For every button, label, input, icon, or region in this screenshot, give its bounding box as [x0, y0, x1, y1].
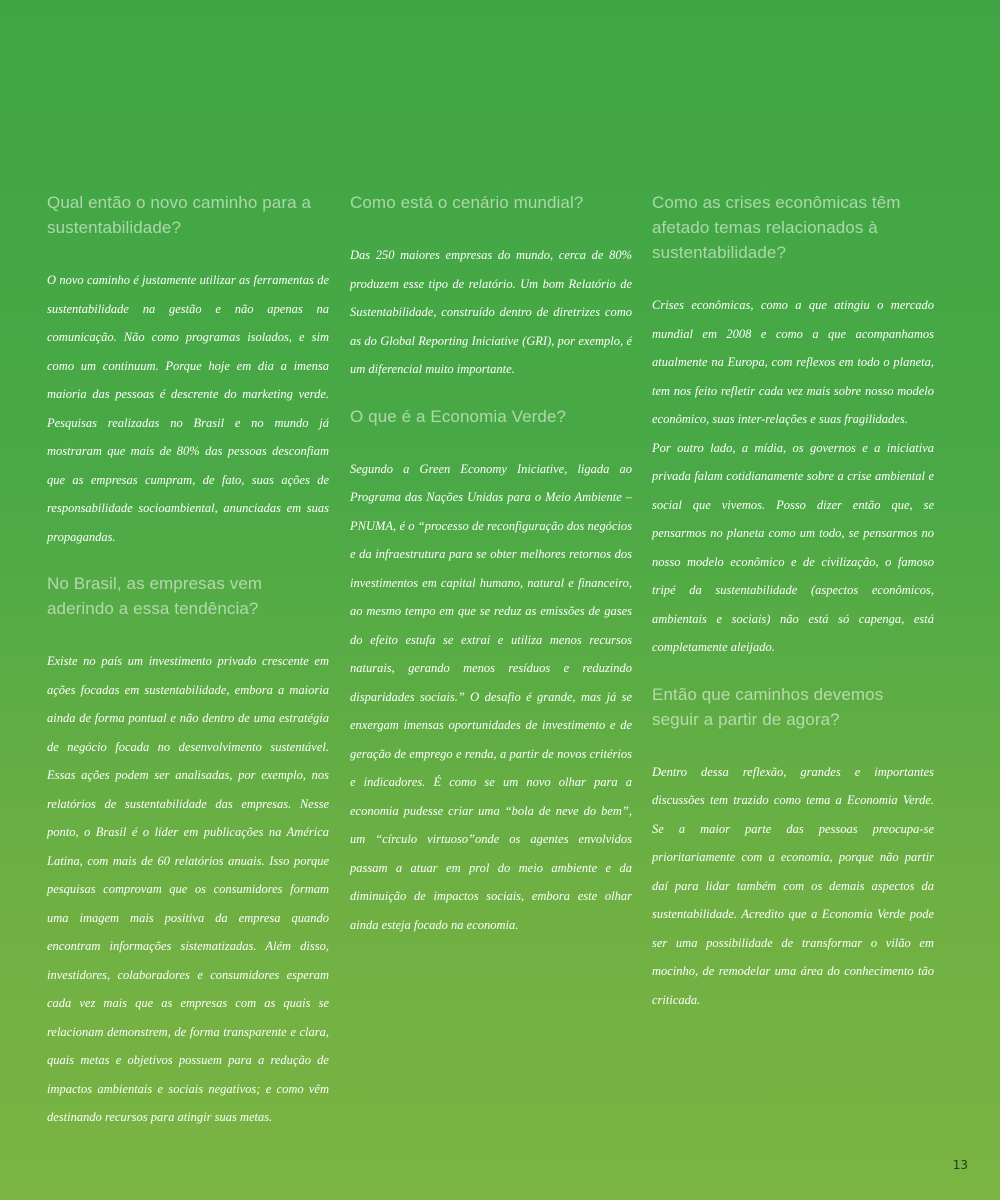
answer-economic-crises-part-1: Crises econômicas, como a que atingiu o mercado mundial em 2008 e como a que acompanhamos atualmente na Europa, com reflexos em todo o planeta, tem nos feito refletir cada vez mais sobre nosso modelo econômico, suas inter-relações e suas fragilidades.	[652, 298, 934, 426]
answer-green-economy: Segundo a Green Economy Iniciative, ligada ao Programa das Nações Unidas para o Meio Ambiente – PNUMA, é o “processo de reconfiguração dos negócios e da infraestrutura para se obter melhores retornos dos investimentos em capital humano, natural e financeiro, ao mesmo tempo em que se reduz as emissões de gases do efeito estufa se extrai e utiliza menos recursos naturais, gerando menos resíduos e reduzindo disparidades sociais.” O desafio é grande, mas já se enxergam imensas oportunidades de investimento e de geração de emprego e renda, a partir de novos critérios e indicadores. É como se um novo olhar para a economia pudesse criar uma “bola de neve do bem”, um “círculo virtuoso”onde os agentes envolvidos passam a atuar em prol do meio ambiente e da diminuição de impactos sociais, embora este olhar ainda esteja focado na economia.	[350, 461, 632, 932]
column-1	[47, 190, 329, 1152]
question-heading-green-economy: O que é a Economia Verde?	[350, 406, 567, 426]
column-2	[350, 190, 632, 959]
question-heading-brazil: No Brasil, as empresas vem aderindo a essa tendência?	[47, 574, 263, 618]
question-heading-new-path: Qual então o novo caminho para a sustentabilidade?	[47, 193, 312, 237]
page-number: 13	[952, 1158, 968, 1172]
answer-next-paths: Dentro dessa reflexão, grandes e importantes discussões tem trazido como tema a Economia Verde. Se a maior parte das pessoas preocupa-se prioritariamente com a economia, porque não partir daí para lidar também com os demais aspectos da sustentabilidade. Acredito que a Economia Verde pode ser uma possibilidade de transformar o vilão em mocinho, de remodelar uma área do conhecimento tão criticada.	[652, 764, 934, 1007]
answer-world-scenario: Das 250 maiores empresas do mundo, cerca de 80% produzem esse tipo de relatório. Um bom Relatório de Sustentabilidade, construído dentro de diretrizes como as do Global Reporting Iniciative (GRI), por exemplo, é um diferencial muito importante.	[350, 248, 632, 376]
answer-new-path: O novo caminho é justamente utilizar as ferramentas de sustentabilidade na gestão e não apenas na comunicação. Não como programas isolados, e sim como um continuum. Porque hoje em dia a imensa maioria das pessoas é descrente do marketing verde. Pesquisas realizadas no Brasil e no mundo já mostraram que mais de 80% das pessoas desconfiam que as empresas cumpram, de fato, suas ações de responsabilidade socioambiental, anunciadas em suas propagandas.	[47, 273, 329, 544]
answer-economic-crises-part-2: Por outro lado, a mídia, os governos e a iniciativa privada falam cotidianamente sobre a crise ambiental e social que vivemos. Posso dizer então que, se pensarmos no planeta como um todo, se pensarmos no nosso modelo econômico e de civilização, o famoso tripé da sustentabilidade (aspectos econômicos, ambientais e sociais) não está só capenga, está completamente aleijado.	[652, 440, 934, 654]
answer-brazil: Existe no país um investimento privado crescente em ações focadas em sustentabilidade, embora a maioria ainda de forma pontual e não dentro de uma estratégia de negócio focada no desenvolvimento sustentável. Essas ações podem ser analisadas, por exemplo, nos relatórios de sustentabilidade das empresas. Nesse ponto, o Brasil é o líder em publicações na América Latina, com mais de 60 relatórios anuais. Isso porque pesquisas comprovam que os consumidores formam uma imagem mais positiva da empresa quando encontram informações sistematizadas. Além disso, investidores, colaboradores e consumidores esperam cada vez mais que as empresas com as quais se relacionam demonstrem, de forma transparente e clara, quais metas e objetivos possuem para a redução de impactos ambientais e sociais negativos; e como vêm destinando recursos para atingir suas metas.	[47, 654, 329, 1124]
question-heading-next-paths: Então que caminhos devemos seguir a partir de agora?	[652, 684, 884, 729]
question-heading-economic-crises: Como as crises econômicas têm afetado temas relacionados à sustentabilidade?	[652, 193, 901, 262]
question-heading-world-scenario: Como está o cenário mundial?	[350, 193, 584, 212]
column-3	[652, 190, 934, 1034]
